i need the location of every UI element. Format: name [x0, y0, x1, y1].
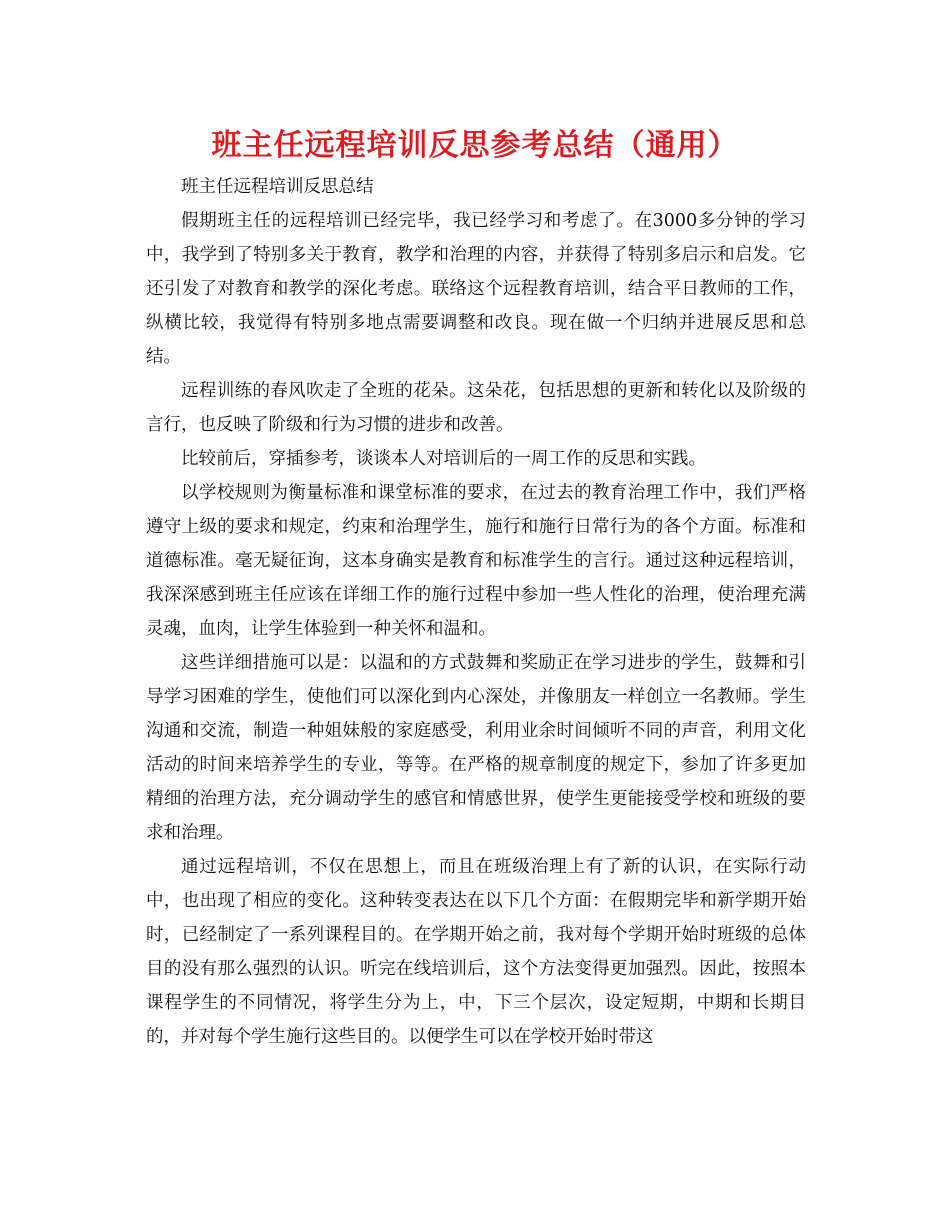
paragraph: 假期班主任的远程培训已经完毕，我已经学习和考虑了。在3000多分钟的学习中，我学到了特别多关于教育，教学和治理的内容，并获得了特别多启示和启发。它还引发了对教育和教学的深化考虑。联络这个远程教育培训，结合平日教师的工作，纵横比较，我觉得有特别多地点需要调整和改良。现在做一个归纳并进展反思和总结。: [146, 211, 806, 367]
paragraph: 这些详细措施可以是：以温和的方式鼓舞和奖励正在学习进步的学生，鼓舞和引导学习困难的学生，使他们可以深化到内心深处，并像朋友一样创立一名教师。学生沟通和交流，制造一种姐妹般的家庭感受，利用业余时间倾听不同的声音，利用文化活动的时间来培养学生的专业，等等。在严格的规章制度的规定下，参加了许多更加精细的治理方法，充分调动学生的感官和情感世界，使学生更能接受学校和班级的要求和治理。: [146, 653, 806, 843]
paragraph: 比较前后，穿插参考，谈谈本人对培训后的一周工作的反思和实践。: [181, 449, 706, 469]
paragraph: 以学校规则为衡量标准和课堂标准的要求，在过去的教育治理工作中，我们严格遵守上级的要求和规定，约束和治理学生，施行和施行日常行为的各个方面。标准和道德标准。毫无疑征询，这本身确实是教育和标准学生的言行。通过这种远程培训，我深深感到班主任应该在详细工作的施行过程中参加一些人性化的治理，使治理充满灵魂，血肉，让学生体验到一种关怀和温和。: [146, 483, 806, 639]
paragraph: 远程训练的春风吹走了全班的花朵。这朵花，包括思想的更新和转化以及阶级的言行，也反映了阶级和行为习惯的进步和改善。: [146, 381, 806, 435]
paragraph: 通过远程培训，不仅在思想上，而且在班级治理上有了新的认识，在实际行动中，也出现了相应的变化。这种转变表达在以下几个方面：在假期完毕和新学期开始时，已经制定了一系列课程目的。在学期开始之前，我对每个学期开始时班级的总体目的没有那么强烈的认识。听完在线培训后，这个方法变得更加强烈。因此，按照本课程学生的不同情况，将学生分为上，中，下三个层次，设定短期，中期和长期目的，并对每个学生施行这些目的。以便学生可以在学校开始时带这: [146, 857, 806, 1047]
document-title: 班主任远程培训反思参考总结（通用）: [211, 128, 739, 163]
document-subtitle: 班主任远程培训反思总结: [181, 177, 374, 197]
document-body: [146, 170, 806, 1054]
